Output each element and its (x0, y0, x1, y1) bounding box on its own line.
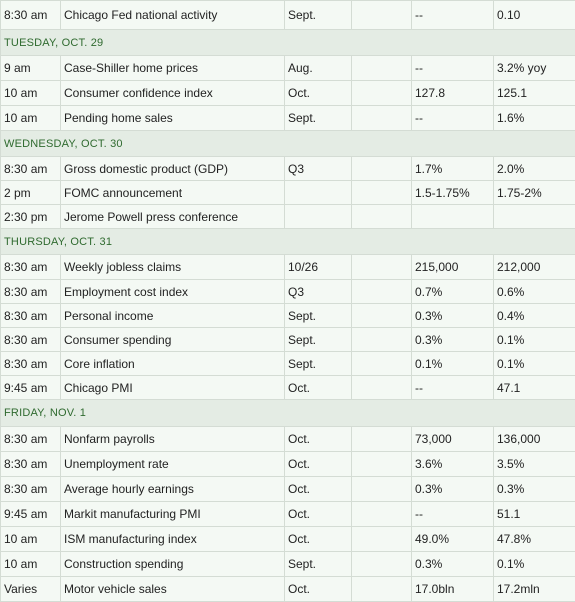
spacer-cell (352, 552, 412, 577)
event-row (1, 1, 575, 30)
event-row (1, 352, 575, 376)
spacer-cell (352, 205, 412, 229)
spacer-cell (352, 280, 412, 304)
event-row (1, 452, 575, 477)
event-forecast: -- (412, 376, 494, 400)
day-header-row (1, 400, 575, 427)
day-header-row (1, 229, 575, 255)
event-name: Markit manufacturing PMI (61, 502, 285, 527)
day-header-label: THURSDAY, OCT. 31 (1, 229, 575, 255)
event-previous: 51.1 (494, 502, 575, 527)
spacer-cell (352, 81, 412, 106)
event-name: Gross domestic product (GDP) (61, 157, 285, 181)
event-forecast: 1.7% (412, 157, 494, 181)
spacer-cell (352, 376, 412, 400)
event-time: 8:30 am (1, 1, 61, 30)
event-name: Chicago Fed national activity (61, 1, 285, 30)
day-header-label: FRIDAY, NOV. 1 (1, 400, 575, 427)
event-name: Consumer confidence index (61, 81, 285, 106)
event-row (1, 304, 575, 328)
event-forecast: -- (412, 56, 494, 81)
event-previous (494, 205, 575, 229)
event-name: Unemployment rate (61, 452, 285, 477)
event-name: Jerome Powell press conference (61, 205, 285, 229)
event-forecast: 3.6% (412, 452, 494, 477)
event-time: 10 am (1, 106, 61, 131)
spacer-cell (352, 477, 412, 502)
event-time: 8:30 am (1, 352, 61, 376)
event-time: 8:30 am (1, 452, 61, 477)
event-forecast: 73,000 (412, 427, 494, 452)
event-forecast: 0.3% (412, 552, 494, 577)
event-period: Q3 (285, 157, 352, 181)
event-name: ISM manufacturing index (61, 527, 285, 552)
event-period: Sept. (285, 552, 352, 577)
event-period: Oct. (285, 427, 352, 452)
event-time: 2 pm (1, 181, 61, 205)
event-forecast: -- (412, 502, 494, 527)
event-previous: 125.1 (494, 81, 575, 106)
event-time: 10 am (1, 527, 61, 552)
event-row (1, 280, 575, 304)
event-row (1, 106, 575, 131)
day-header-label: TUESDAY, OCT. 29 (1, 30, 575, 56)
event-row (1, 205, 575, 229)
event-time: 8:30 am (1, 477, 61, 502)
event-row (1, 477, 575, 502)
event-period: 10/26 (285, 255, 352, 280)
event-time: 8:30 am (1, 157, 61, 181)
event-previous: 47.8% (494, 527, 575, 552)
event-row (1, 427, 575, 452)
spacer-cell (352, 181, 412, 205)
event-name: Chicago PMI (61, 376, 285, 400)
day-header-row (1, 30, 575, 56)
event-period: Oct. (285, 452, 352, 477)
spacer-cell (352, 352, 412, 376)
event-time: 8:30 am (1, 280, 61, 304)
event-name: Employment cost index (61, 280, 285, 304)
event-forecast: 0.7% (412, 280, 494, 304)
event-name: Personal income (61, 304, 285, 328)
event-time: 10 am (1, 552, 61, 577)
event-time: 2:30 pm (1, 205, 61, 229)
event-forecast: 1.5-1.75% (412, 181, 494, 205)
event-time: 10 am (1, 81, 61, 106)
event-period: Sept. (285, 304, 352, 328)
event-previous: 2.0% (494, 157, 575, 181)
event-name: Consumer spending (61, 328, 285, 352)
event-name: Nonfarm payrolls (61, 427, 285, 452)
spacer-cell (352, 328, 412, 352)
event-forecast: -- (412, 1, 494, 30)
event-previous: 0.6% (494, 280, 575, 304)
event-period (285, 181, 352, 205)
event-row (1, 552, 575, 577)
event-name: Average hourly earnings (61, 477, 285, 502)
event-period: Oct. (285, 527, 352, 552)
event-row (1, 81, 575, 106)
day-header-row (1, 131, 575, 157)
event-period: Oct. (285, 502, 352, 527)
spacer-cell (352, 427, 412, 452)
event-time: 8:30 am (1, 328, 61, 352)
event-name: Weekly jobless claims (61, 255, 285, 280)
event-forecast (412, 205, 494, 229)
event-previous: 1.6% (494, 106, 575, 131)
event-row (1, 328, 575, 352)
event-time: 9:45 am (1, 502, 61, 527)
event-forecast: -- (412, 106, 494, 131)
event-period: Sept. (285, 328, 352, 352)
event-previous: 0.4% (494, 304, 575, 328)
event-time: 8:30 am (1, 255, 61, 280)
spacer-cell (352, 527, 412, 552)
event-time: 9:45 am (1, 376, 61, 400)
event-period: Oct. (285, 577, 352, 602)
event-previous: 0.1% (494, 552, 575, 577)
spacer-cell (352, 304, 412, 328)
event-time: 9 am (1, 56, 61, 81)
event-time: 8:30 am (1, 427, 61, 452)
calendar-body (1, 1, 575, 602)
event-period: Oct. (285, 477, 352, 502)
event-row (1, 181, 575, 205)
spacer-cell (352, 1, 412, 30)
event-name: Motor vehicle sales (61, 577, 285, 602)
event-previous: 212,000 (494, 255, 575, 280)
event-previous: 3.2% yoy (494, 56, 575, 81)
event-previous: 3.5% (494, 452, 575, 477)
event-row (1, 157, 575, 181)
event-previous: 47.1 (494, 376, 575, 400)
event-forecast: 49.0% (412, 527, 494, 552)
event-forecast: 17.0bln (412, 577, 494, 602)
event-time: 8:30 am (1, 304, 61, 328)
event-name: Case-Shiller home prices (61, 56, 285, 81)
event-previous: 0.10 (494, 1, 575, 30)
event-period: Aug. (285, 56, 352, 81)
spacer-cell (352, 502, 412, 527)
event-row (1, 255, 575, 280)
event-period: Sept. (285, 106, 352, 131)
event-time: Varies (1, 577, 61, 602)
event-previous: 0.3% (494, 477, 575, 502)
event-row (1, 527, 575, 552)
day-header-label: WEDNESDAY, OCT. 30 (1, 131, 575, 157)
event-previous: 1.75-2% (494, 181, 575, 205)
event-name: Core inflation (61, 352, 285, 376)
event-previous: 17.2mln (494, 577, 575, 602)
spacer-cell (352, 106, 412, 131)
event-period: Sept. (285, 1, 352, 30)
spacer-cell (352, 56, 412, 81)
event-period: Sept. (285, 352, 352, 376)
event-forecast: 0.3% (412, 328, 494, 352)
event-forecast: 0.1% (412, 352, 494, 376)
event-name: Pending home sales (61, 106, 285, 131)
spacer-cell (352, 157, 412, 181)
event-forecast: 127.8 (412, 81, 494, 106)
spacer-cell (352, 452, 412, 477)
event-forecast: 0.3% (412, 304, 494, 328)
event-name: Construction spending (61, 552, 285, 577)
event-forecast: 215,000 (412, 255, 494, 280)
event-previous: 136,000 (494, 427, 575, 452)
spacer-cell (352, 255, 412, 280)
event-previous: 0.1% (494, 352, 575, 376)
event-previous: 0.1% (494, 328, 575, 352)
event-period (285, 205, 352, 229)
event-row (1, 502, 575, 527)
event-period: Oct. (285, 376, 352, 400)
event-name: FOMC announcement (61, 181, 285, 205)
event-row (1, 376, 575, 400)
event-forecast: 0.3% (412, 477, 494, 502)
event-row (1, 56, 575, 81)
event-period: Q3 (285, 280, 352, 304)
event-period: Oct. (285, 81, 352, 106)
